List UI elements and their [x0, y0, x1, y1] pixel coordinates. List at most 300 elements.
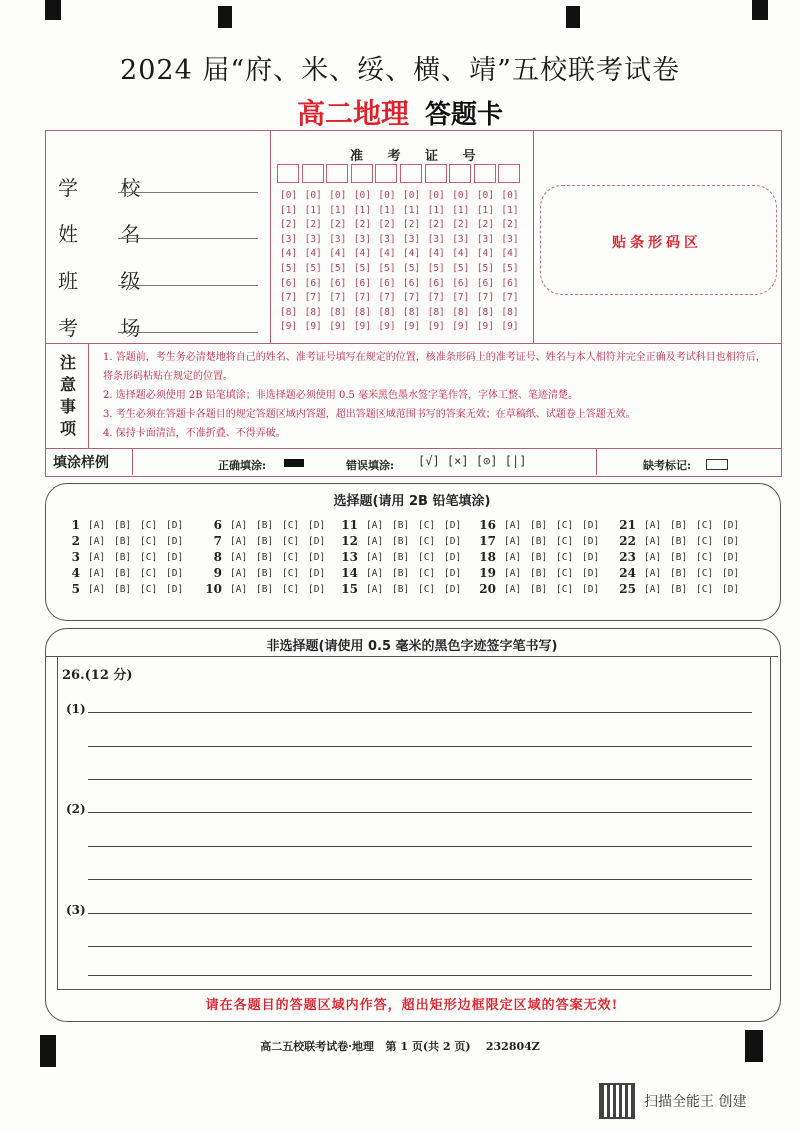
exam-id-digit-bubble[interactable]: [0] [353, 190, 371, 201]
choice-option-bubble[interactable]: [C] [282, 552, 300, 563]
exam-id-digit-bubble[interactable]: [3] [353, 233, 371, 245]
choice-option-bubble[interactable]: [B] [114, 520, 132, 531]
choice-option-bubble[interactable]: [D] [444, 568, 462, 579]
exam-id-digit-bubble[interactable]: [3] [403, 233, 421, 245]
exam-id-digit-bubble[interactable]: [3] [378, 233, 396, 245]
exam-id-digit-bubble[interactable]: [5] [452, 263, 470, 274]
choice-option-bubble[interactable]: [B] [670, 584, 688, 595]
choice-option-bubble[interactable]: [A] [366, 520, 384, 531]
exam-id-digit-bubble[interactable]: [0] [452, 190, 470, 201]
answer-line[interactable] [88, 746, 752, 747]
choice-question-number: 22 [619, 534, 636, 548]
info-divider-h [45, 448, 782, 449]
choice-option-bubble[interactable]: [A] [230, 584, 248, 595]
answer-line[interactable] [88, 913, 752, 914]
choice-option-bubble[interactable]: [D] [722, 536, 740, 547]
exam-id-digit-bubble[interactable]: [6] [403, 277, 421, 289]
choice-option-bubble[interactable]: [B] [530, 520, 548, 531]
choice-option-bubble[interactable]: [A] [644, 584, 662, 595]
exam-id-digit-bubble[interactable]: [9] [329, 321, 347, 333]
choice-option-bubble[interactable]: [A] [504, 520, 522, 531]
notice-item: 1. 答题前，考生务必清楚地将自己的姓名、准考证号填写在规定的位置，核准条形码上的准考证号、姓名与本人相符并完全正确及考试科目也相符后，将条形码粘贴在规定的位置。 [103, 352, 766, 382]
exam-id-digit-bubble[interactable]: [7] [501, 292, 519, 304]
choice-option-bubble[interactable]: [A] [88, 552, 106, 563]
exam-id-digit-bubble[interactable]: [8] [427, 306, 445, 318]
absent-mark-box[interactable] [706, 459, 728, 470]
answer-line[interactable] [88, 846, 752, 847]
choice-option-bubble[interactable]: [C] [418, 552, 436, 563]
exam-id-digit-bubble[interactable]: [4] [403, 248, 421, 260]
exam-id-digit-bubble[interactable]: [3] [304, 233, 322, 245]
answer-line[interactable] [88, 812, 752, 813]
exam-id-digit-bubble[interactable]: [2] [329, 219, 347, 231]
exam-id-digit-bubble[interactable]: [9] [378, 321, 396, 333]
choice-option-bubble[interactable]: [D] [444, 520, 462, 531]
answer-line[interactable] [88, 779, 752, 780]
exam-id-digit-bubble[interactable]: [2] [378, 219, 396, 231]
exam-id-digit-bubble[interactable]: [0] [501, 190, 519, 201]
choice-option-bubble[interactable]: [A] [88, 520, 106, 531]
choice-question-number: 21 [619, 518, 636, 532]
choice-option-bubble[interactable]: [D] [166, 536, 184, 547]
choice-option-bubble[interactable]: [C] [140, 536, 158, 547]
choice-question-number: 20 [479, 582, 496, 596]
exam-id-digit-bubble[interactable]: [0] [280, 190, 298, 201]
exam-id-digit-bubble[interactable]: [9] [452, 321, 470, 333]
exam-id-digit-bubble[interactable]: [7] [378, 292, 396, 304]
exam-id-digit-bubble[interactable]: [2] [427, 219, 445, 231]
exam-id-digit-bubble[interactable]: [7] [403, 292, 421, 304]
choice-question-number: 12 [341, 534, 358, 548]
exam-id-box[interactable] [498, 164, 520, 183]
wrong-mark-check: [√] [418, 454, 440, 468]
exam-id-digit-bubble[interactable]: [1] [280, 204, 298, 216]
info-divider-v [533, 131, 534, 343]
exam-id-digit-bubble[interactable]: [1] [427, 204, 445, 216]
exam-id-digit-bubble[interactable]: [4] [304, 248, 322, 260]
notice-heading-char: 意 [59, 375, 76, 394]
choice-option-bubble[interactable]: [B] [392, 568, 410, 579]
exam-id-digit-bubble[interactable]: [7] [476, 292, 494, 304]
wrong-fill-label: 错误填涂: [346, 459, 395, 472]
school-input[interactable] [118, 192, 258, 193]
exam-id-digit-bubble[interactable]: [2] [280, 219, 298, 231]
exam-id-digit-bubble[interactable]: [4] [427, 248, 445, 260]
exam-id-digit-bubble[interactable]: [8] [353, 306, 371, 318]
choice-option-bubble[interactable]: [D] [722, 520, 740, 531]
exam-id-digit-bubble[interactable]: [6] [427, 277, 445, 289]
name-input[interactable] [118, 238, 258, 239]
exam-id-digit-bubble[interactable]: [6] [353, 277, 371, 289]
q26-label: 26.(12 分) [62, 668, 133, 683]
choice-option-bubble[interactable]: [A] [504, 536, 522, 547]
choice-option-bubble[interactable]: [D] [582, 568, 600, 579]
part-label: (2) [66, 802, 86, 816]
choice-option-bubble[interactable]: [B] [256, 552, 274, 563]
name-label: 姓 名 [58, 222, 159, 246]
choice-option-bubble[interactable]: [C] [696, 568, 714, 579]
choice-option-bubble[interactable]: [B] [114, 568, 132, 579]
exam-id-digit-bubble[interactable]: [5] [353, 263, 371, 274]
subject-title: 高二地理 [296, 97, 409, 130]
choice-option-bubble[interactable]: [A] [88, 584, 106, 595]
exam-id-box[interactable] [326, 164, 348, 183]
choice-question-number: 6 [213, 518, 222, 532]
fill-example-divider [132, 449, 133, 475]
choice-option-bubble[interactable]: [B] [670, 552, 688, 563]
choice-option-bubble[interactable]: [D] [444, 552, 462, 563]
choice-option-bubble[interactable]: [B] [392, 536, 410, 547]
choice-option-bubble[interactable]: [B] [256, 536, 274, 547]
room-label: 考 场 [58, 316, 159, 340]
exam-id-digit-bubble[interactable]: [7] [304, 292, 322, 304]
room-input[interactable] [118, 332, 258, 333]
exam-id-digit-bubble[interactable]: [4] [452, 248, 470, 260]
fill-example-divider [596, 449, 597, 475]
choice-option-bubble[interactable]: [A] [504, 568, 522, 579]
wrong-fill-marks [418, 454, 526, 468]
exam-id-digit-bubble[interactable]: [0] [378, 190, 396, 201]
choice-option-bubble[interactable]: [C] [140, 520, 158, 531]
choice-option-bubble[interactable]: [A] [366, 552, 384, 563]
choice-option-bubble[interactable]: [A] [504, 584, 522, 595]
choice-option-bubble[interactable]: [D] [582, 536, 600, 547]
notice-heading-char: 注 [59, 353, 76, 372]
exam-id-digit-bubble[interactable]: [8] [280, 306, 298, 318]
exam-id-digit-bubble[interactable]: [8] [403, 306, 421, 318]
choice-option-bubble[interactable]: [D] [308, 536, 326, 547]
choice-option-bubble[interactable]: [B] [392, 584, 410, 595]
exam-id-digit-bubble[interactable]: [2] [353, 219, 371, 231]
choice-option-bubble[interactable]: [A] [230, 568, 248, 579]
choice-question-number: 8 [213, 550, 222, 564]
exam-id-digit-bubble[interactable]: [3] [501, 233, 519, 245]
choice-option-bubble[interactable]: [D] [166, 520, 184, 531]
exam-id-digit-bubble[interactable]: [6] [476, 277, 494, 289]
choice-question-number: 16 [479, 518, 496, 532]
exam-id-digit-bubble[interactable]: [2] [452, 219, 470, 231]
exam-id-box[interactable] [449, 164, 471, 183]
choice-option-bubble[interactable]: [C] [140, 568, 158, 579]
exam-id-digit-bubble[interactable]: [9] [353, 321, 371, 333]
school-label: 学 校 [58, 176, 159, 200]
barcode-label: 贴条形码区 [612, 235, 702, 251]
choice-option-bubble[interactable]: [C] [418, 584, 436, 595]
exam-id-digit-bubble[interactable]: [1] [378, 204, 396, 216]
exam-id-digit-bubble[interactable]: [4] [280, 248, 298, 260]
choice-option-bubble[interactable]: [C] [282, 584, 300, 595]
choice-option-bubble[interactable]: [A] [366, 536, 384, 547]
choice-option-bubble[interactable]: [B] [530, 568, 548, 579]
notice-heading-char: 项 [59, 419, 76, 438]
answer-line[interactable] [88, 975, 752, 976]
choice-option-bubble[interactable]: [C] [556, 520, 574, 531]
choice-question-number: 5 [71, 582, 80, 596]
exam-id-digit-bubble[interactable]: [8] [476, 306, 494, 318]
notice-list [103, 348, 773, 443]
fill-example-label: 填涂样例 [53, 455, 109, 471]
exam-id-digit-bubble[interactable]: [2] [304, 219, 322, 231]
exam-id-digit-bubble[interactable]: [5] [280, 263, 298, 274]
choice-option-bubble[interactable]: [B] [392, 552, 410, 563]
choice-option-bubble[interactable]: [D] [582, 520, 600, 531]
wrong-mark-cross: [×] [446, 454, 469, 468]
exam-id-digit-bubble[interactable]: [8] [452, 306, 470, 318]
registration-mark [45, 0, 61, 20]
exam-id-digit-bubble[interactable]: [0] [329, 190, 347, 201]
exam-id-digit-bubble[interactable]: [7] [353, 292, 371, 304]
choice-option-bubble[interactable]: [D] [308, 520, 326, 531]
answer-line[interactable] [88, 712, 752, 713]
choice-option-bubble[interactable]: [B] [530, 536, 548, 547]
choice-option-bubble[interactable]: [B] [256, 520, 274, 531]
exam-id-digit-bubble[interactable]: [1] [501, 204, 519, 216]
choice-option-bubble[interactable]: [A] [88, 568, 106, 579]
notice-heading-char: 事 [59, 397, 76, 416]
exam-id-title: 准 考 证 号 [350, 149, 486, 164]
exam-id-digit-bubble[interactable]: [6] [304, 277, 322, 289]
choice-option-bubble[interactable]: [D] [722, 568, 740, 579]
exam-id-digit-bubble[interactable]: [3] [476, 233, 494, 245]
notice-item: 4. 保持卡面清洁，不准折叠、不得弄破。 [103, 428, 286, 439]
answer-line[interactable] [88, 879, 752, 880]
card-title: 答题卡 [425, 100, 504, 130]
registration-mark [218, 6, 232, 28]
choice-option-bubble[interactable]: [C] [418, 536, 436, 547]
exam-id-digit-bubble[interactable]: [7] [329, 292, 347, 304]
exam-id-digit-bubble[interactable]: [4] [329, 248, 347, 260]
choice-option-bubble[interactable]: [D] [166, 552, 184, 563]
exam-id-box[interactable] [351, 164, 373, 183]
exam-id-digit-bubble[interactable]: [7] [427, 292, 445, 304]
part-label: (3) [66, 903, 86, 917]
exam-id-digit-bubble[interactable]: [2] [476, 219, 494, 231]
choice-option-bubble[interactable]: [B] [670, 568, 688, 579]
wrong-mark-line: [|] [504, 454, 527, 468]
exam-id-digit-bubble[interactable]: [0] [476, 190, 494, 201]
notice-item: 2. 选择题必须使用 2B 铅笔填涂；非选择题必须使用 0.5 毫米黑色墨水签字笔作答，字体工整、笔迹清楚。 [103, 390, 579, 401]
exam-id-digit-bubble[interactable]: [8] [378, 306, 396, 318]
choice-option-bubble[interactable]: [C] [556, 552, 574, 563]
choice-question-number: 23 [619, 550, 636, 564]
info-divider-h [45, 343, 782, 344]
exam-title: 2024 届“府、米、绥、横、靖”五校联考试卷 [120, 55, 680, 86]
choice-option-bubble[interactable]: [D] [308, 584, 326, 595]
exam-id-box[interactable] [400, 164, 422, 183]
exam-id-digit-bubble[interactable]: [1] [304, 204, 322, 216]
choice-option-bubble[interactable]: [C] [696, 584, 714, 595]
exam-id-digit-bubble[interactable]: [5] [378, 263, 396, 274]
exam-id-digit-bubble[interactable]: [4] [501, 248, 519, 260]
exam-id-box[interactable] [375, 164, 397, 183]
answer-line[interactable] [88, 946, 752, 947]
class-input[interactable] [118, 285, 258, 286]
choice-option-bubble[interactable]: [C] [418, 568, 436, 579]
choice-option-bubble[interactable]: [A] [366, 568, 384, 579]
choice-question-number: 1 [71, 518, 80, 532]
registration-mark [752, 0, 768, 20]
choice-option-bubble[interactable]: [A] [644, 568, 662, 579]
choice-question-number: 4 [71, 566, 80, 580]
exam-id-digit-bubble[interactable]: [1] [476, 204, 494, 216]
choice-section-title: 选择题(请用 2B 铅笔填涂) [333, 494, 491, 509]
choice-option-bubble[interactable]: [A] [88, 536, 106, 547]
choice-question-number: 15 [341, 582, 358, 596]
notice-heading [52, 352, 84, 440]
exam-id-digit-bubble[interactable]: [9] [280, 321, 298, 333]
exam-id-digit-bubble[interactable]: [1] [452, 204, 470, 216]
q26-answer-frame [57, 657, 771, 990]
choice-option-bubble[interactable]: [A] [644, 520, 662, 531]
exam-id-digit-bubble[interactable]: [6] [501, 277, 519, 289]
choice-option-bubble[interactable]: [B] [114, 584, 132, 595]
exam-id-digit-bubble[interactable]: [9] [501, 321, 519, 333]
choice-option-bubble[interactable]: [B] [530, 552, 548, 563]
answer-card-title [0, 92, 800, 132]
choice-option-bubble[interactable]: [C] [282, 520, 300, 531]
choice-option-bubble[interactable]: [C] [282, 568, 300, 579]
choice-option-bubble[interactable]: [A] [644, 552, 662, 563]
exam-id-digit-bubble[interactable]: [9] [476, 321, 494, 333]
choice-question-number: 13 [341, 550, 358, 564]
exam-id-digit-bubble[interactable]: [8] [304, 306, 322, 318]
choice-option-bubble[interactable]: [C] [140, 584, 158, 595]
choice-option-bubble[interactable]: [C] [140, 552, 158, 563]
choice-option-bubble[interactable]: [B] [392, 520, 410, 531]
choice-question-number: 17 [479, 534, 496, 548]
choice-option-bubble[interactable]: [C] [696, 536, 714, 547]
choice-option-bubble[interactable]: [C] [282, 536, 300, 547]
exam-id-box[interactable] [302, 164, 324, 183]
choice-option-bubble[interactable]: [B] [256, 568, 274, 579]
choice-option-bubble[interactable]: [C] [696, 552, 714, 563]
exam-id-digit-bubble[interactable]: [4] [476, 248, 494, 260]
wrong-mark-circle: [⊙] [475, 454, 498, 468]
page-footer: 高二五校联考试卷·地理 第 1 页(共 2 页) 232804Z [260, 1040, 540, 1053]
exam-id-digit-bubble[interactable]: [9] [304, 321, 322, 333]
exam-id-digit-bubble[interactable]: [3] [452, 233, 470, 245]
exam-id-digit-bubble[interactable]: [9] [427, 321, 445, 333]
choice-option-bubble[interactable]: [C] [556, 568, 574, 579]
exam-id-digit-bubble[interactable]: [2] [403, 219, 421, 231]
choice-option-bubble[interactable]: [D] [166, 584, 184, 595]
choice-option-bubble[interactable]: [A] [644, 536, 662, 547]
choice-option-bubble[interactable]: [C] [696, 520, 714, 531]
registration-mark [566, 6, 580, 28]
choice-option-bubble[interactable]: [A] [230, 552, 248, 563]
choice-option-bubble[interactable]: [B] [114, 552, 132, 563]
choice-option-bubble[interactable]: [D] [308, 568, 326, 579]
exam-id-digit-bubble[interactable]: [2] [501, 219, 519, 231]
choice-question-number: 18 [479, 550, 496, 564]
scanner-qr-icon [599, 1083, 635, 1119]
choice-option-bubble[interactable]: [B] [256, 584, 274, 595]
choice-option-bubble[interactable]: [A] [366, 584, 384, 595]
exam-id-digit-bubble[interactable]: [8] [501, 306, 519, 318]
choice-option-bubble[interactable]: [C] [418, 520, 436, 531]
choice-option-bubble[interactable]: [D] [308, 552, 326, 563]
choice-option-bubble[interactable]: [D] [582, 584, 600, 595]
choice-option-bubble[interactable]: [D] [582, 552, 600, 563]
exam-id-digit-bubble[interactable]: [5] [476, 263, 494, 274]
exam-id-digit-bubble[interactable]: [8] [329, 306, 347, 318]
exam-id-digit-bubble[interactable]: [1] [403, 204, 421, 216]
choice-question-number: 9 [213, 566, 222, 580]
scanner-brand: 扫描全能王 创建 [644, 1094, 747, 1110]
exam-id-digit-bubble[interactable]: [5] [403, 263, 421, 274]
exam-id-digit-bubble[interactable]: [5] [304, 263, 322, 274]
exam-id-digit-bubble[interactable]: [4] [378, 248, 396, 260]
choice-question-number: 11 [341, 518, 358, 532]
correct-fill-label: 正确填涂: [218, 459, 267, 472]
choice-option-bubble[interactable]: [D] [722, 552, 740, 563]
choice-option-bubble[interactable]: [C] [556, 584, 574, 595]
exam-id-digit-bubble[interactable]: [9] [403, 321, 421, 333]
exam-id-digit-bubble[interactable]: [0] [304, 190, 322, 201]
notice-heading-divider [88, 344, 89, 448]
class-label: 班 级 [58, 269, 159, 293]
exam-id-digit-bubble[interactable]: [0] [427, 190, 445, 201]
choice-option-bubble[interactable]: [D] [444, 536, 462, 547]
info-divider-v [270, 131, 271, 343]
choice-option-bubble[interactable]: [B] [670, 520, 688, 531]
exam-id-box[interactable] [277, 164, 299, 183]
choice-question-number: 10 [205, 582, 222, 596]
choice-option-bubble[interactable]: [D] [444, 584, 462, 595]
exam-id-box[interactable] [474, 164, 496, 183]
exam-id-digit-bubble[interactable]: [7] [280, 292, 298, 304]
exam-id-digit-bubble[interactable]: [4] [353, 248, 371, 260]
exam-id-digit-bubble[interactable]: [6] [280, 277, 298, 289]
choice-option-bubble[interactable]: [B] [670, 536, 688, 547]
choice-question-number: 25 [619, 582, 636, 596]
choice-question-number: 2 [71, 534, 80, 548]
choice-option-bubble[interactable]: [B] [114, 536, 132, 547]
notice-item: 3. 考生必须在答题卡各题目的规定答题区域内答题，超出答题区域范围书写的答案无效；在草稿纸、试题卷上答题无效。 [103, 409, 636, 420]
exam-id-digit-bubble[interactable]: [6] [329, 277, 347, 289]
exam-id-digit-bubble[interactable]: [5] [427, 263, 445, 274]
choice-question-number: 24 [619, 566, 636, 580]
absent-mark-label: 缺考标记: [643, 459, 692, 472]
exam-id-digit-bubble[interactable]: [3] [427, 233, 445, 245]
choice-option-bubble[interactable]: [D] [166, 568, 184, 579]
exam-id-digit-bubble[interactable]: [0] [403, 190, 421, 201]
exam-id-digit-bubble[interactable]: [7] [452, 292, 470, 304]
boundary-warning: 请在各题目的答题区域内作答，超出矩形边框限定区域的答案无效! [205, 998, 619, 1013]
choice-question-number: 7 [213, 534, 222, 548]
nonchoice-section-title: 非选择题(请使用 0.5 毫米的黑色字迹签字笔书写) [266, 639, 558, 654]
choice-option-bubble[interactable]: [A] [230, 520, 248, 531]
exam-id-box[interactable] [425, 164, 447, 183]
exam-id-digit-bubble[interactable]: [3] [329, 233, 347, 245]
exam-id-digit-bubble[interactable]: [5] [501, 263, 519, 274]
choice-option-bubble[interactable]: [D] [722, 584, 740, 595]
choice-question-number: 19 [479, 566, 496, 580]
choice-question-number: 14 [341, 566, 358, 580]
choice-option-bubble[interactable]: [A] [230, 536, 248, 547]
exam-id-digit-bubble[interactable]: [1] [329, 204, 347, 216]
exam-id-digit-bubble[interactable]: [3] [280, 233, 298, 245]
exam-id-digit-bubble[interactable]: [5] [329, 263, 347, 274]
choice-option-bubble[interactable]: [C] [556, 536, 574, 547]
choice-question-number: 3 [71, 550, 80, 564]
part-label: (1) [66, 702, 86, 716]
exam-id-digit-bubble[interactable]: [6] [452, 277, 470, 289]
choice-option-bubble[interactable]: [A] [504, 552, 522, 563]
exam-id-digit-bubble[interactable]: [1] [353, 204, 371, 216]
choice-option-bubble[interactable]: [B] [530, 584, 548, 595]
exam-id-digit-bubble[interactable]: [6] [378, 277, 396, 289]
